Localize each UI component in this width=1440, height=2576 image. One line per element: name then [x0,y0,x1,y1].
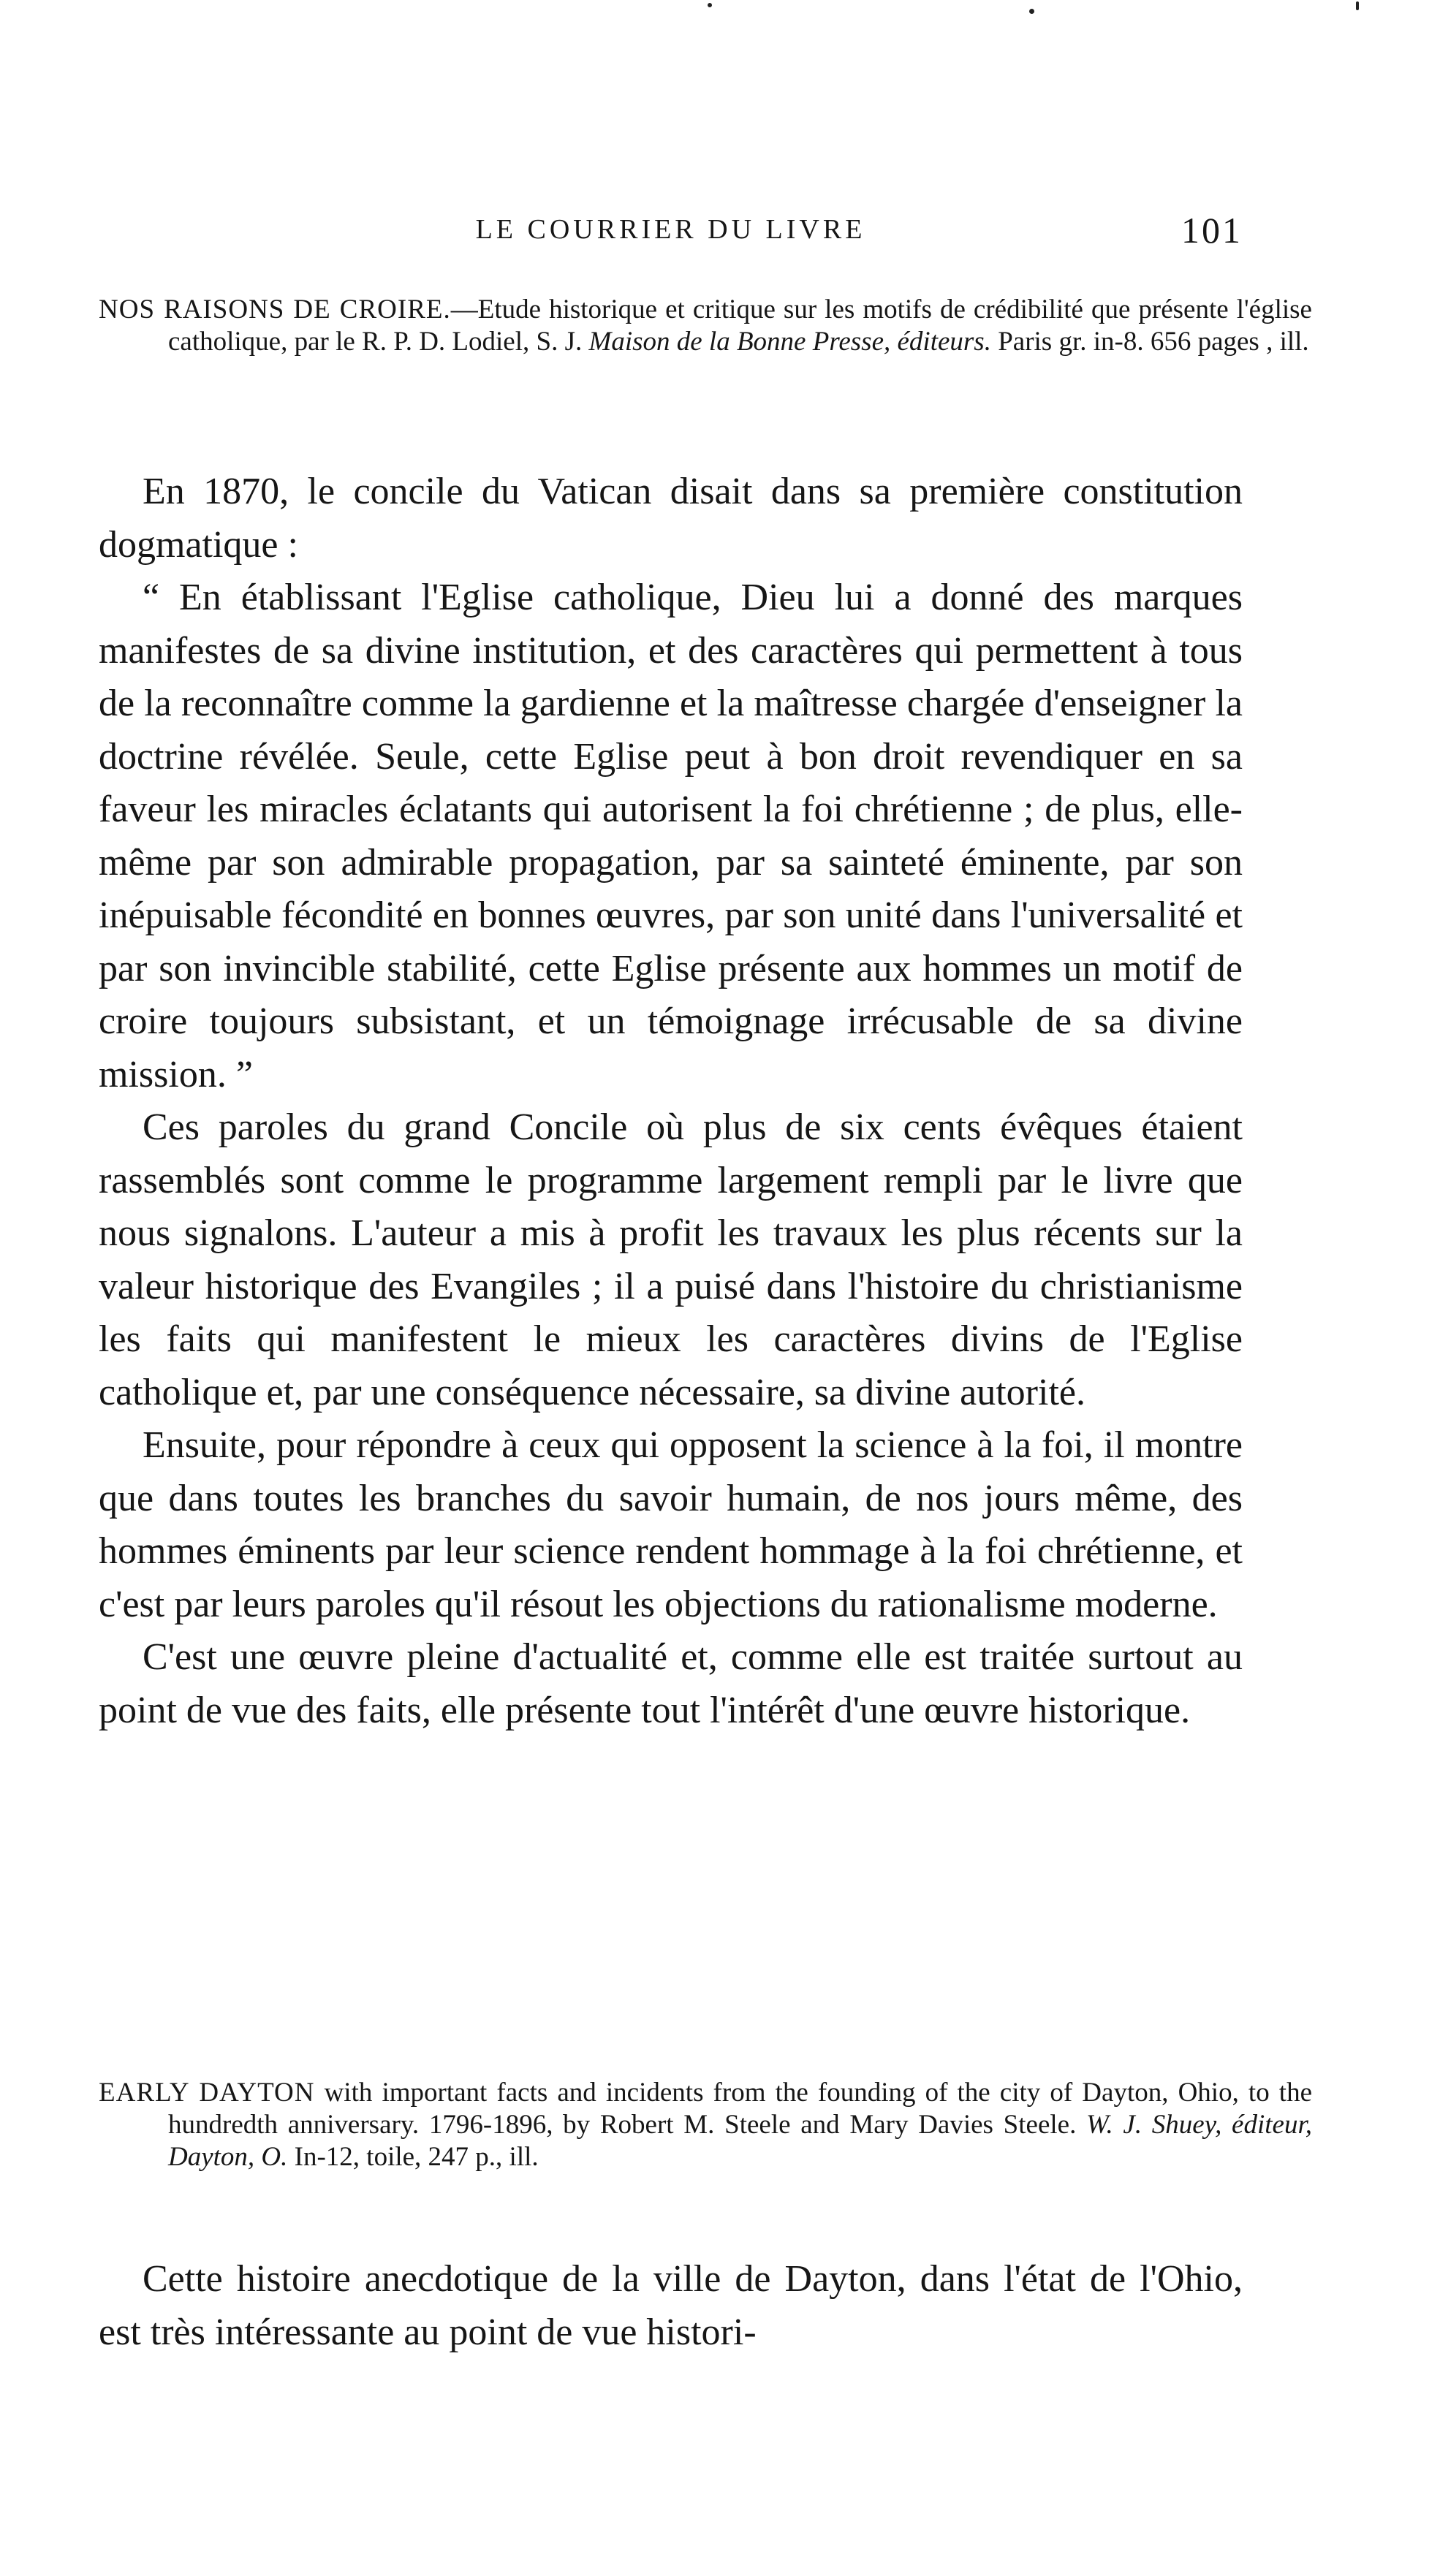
book-notice [99,2077,1312,2173]
page-header [99,210,1243,257]
book-notice-format: In-12, toile, 247 p., ill. [287,2142,539,2172]
review-quotation: “ En établissant l'Eglise catholique, Dieu lui a donné des marques manifestes de sa divine institution, et des caractères qui permettent à tous de la reconnaître comme la gardienne et la maîtresse chargée d'enseigner la doctrine révélée. Seule, cette Eglise peut à bon droit revendiquer en sa faveur les miracles éclatants qui autorisent la foi chrétienne ; de plus, elle-même par son admirable propagation, par sa sainteté éminente, par son inépuisable fécondité en bonnes œuvres, par son unité dans l'universalité et par son invincible stabilité, cette Eglise présente aux hommes un motif de croire toujours subsistant, et un témoignage irrécusable de sa divine mission. ” [99,577,1243,1095]
page-number: 101 [1181,210,1243,251]
book-notice-format: Paris gr. in-8. 656 pages , ill. [990,327,1309,357]
book-notice-description: with important facts and incidents from the founding of the city of Dayton, Ohio, to the hundredth anniversary. 1796-1896, by Robert M. Steele and Mary Davies Steele. [168,2078,1312,2140]
running-title: LE COURRIER DU LIVRE [475,214,866,245]
book-notice-publisher: W. J. Shuey, éditeur, Dayton, O. [168,2110,1313,2172]
review-text [99,2253,1243,2359]
scan-speck [708,3,712,7]
review-paragraph: Ensuite, pour répondre à ceux qui opposent la science à la foi, il montre que dans toutes les branches du savoir humain, de nos jours même, des hommes éminents par leur science rendent hommage à la foi chrétienne, et c'est par leurs paroles qu'il résout les objections du rationalisme moderne. [99,1424,1243,1625]
book-notice [99,294,1312,358]
review-paragraph: C'est une œuvre pleine d'actualité et, comme elle est traitée surtout au point de vue des faits, elle présente tout l'intérêt d'une œuvre historique. [99,1636,1243,1731]
book-notice-title: EARLY DAYTON [99,2078,315,2108]
review-paragraph: Ces paroles du grand Concile où plus de six cents évêques étaient rassemblés sont comme le programme largement rempli par le livre que nous signalons. L'auteur a mis à profit les travaux les plus récents sur la valeur historique des Evangiles ; il a puisé dans l'histoire du christianisme les faits qui manifestent le mieux les caractères divins de l'Eglise catholique et, par une conséquence nécessaire, sa divine autorité. [99,1106,1243,1413]
review-paragraph: Cette histoire anecdotique de la ville de Dayton, dans l'état de l'Ohio, est très intéressante au point de vue histori- [99,2258,1243,2353]
review-paragraph: En 1870, le concile du Vatican disait dans sa première constitution dogmatique : [99,471,1243,566]
book-notice-description: —Etude historique et critique sur les motifs de crédibilité que présente l'église catholique, par le R. P. D. Lodiel, S. J. [168,295,1312,357]
book-notice-publisher: Maison de la Bonne Presse, éditeurs. [588,327,991,357]
review-text [99,466,1243,1737]
scan-speck [1356,1,1359,10]
book-notice-title: NOS RAISONS DE CROIRE. [99,295,451,324]
scan-speck [1029,9,1034,14]
